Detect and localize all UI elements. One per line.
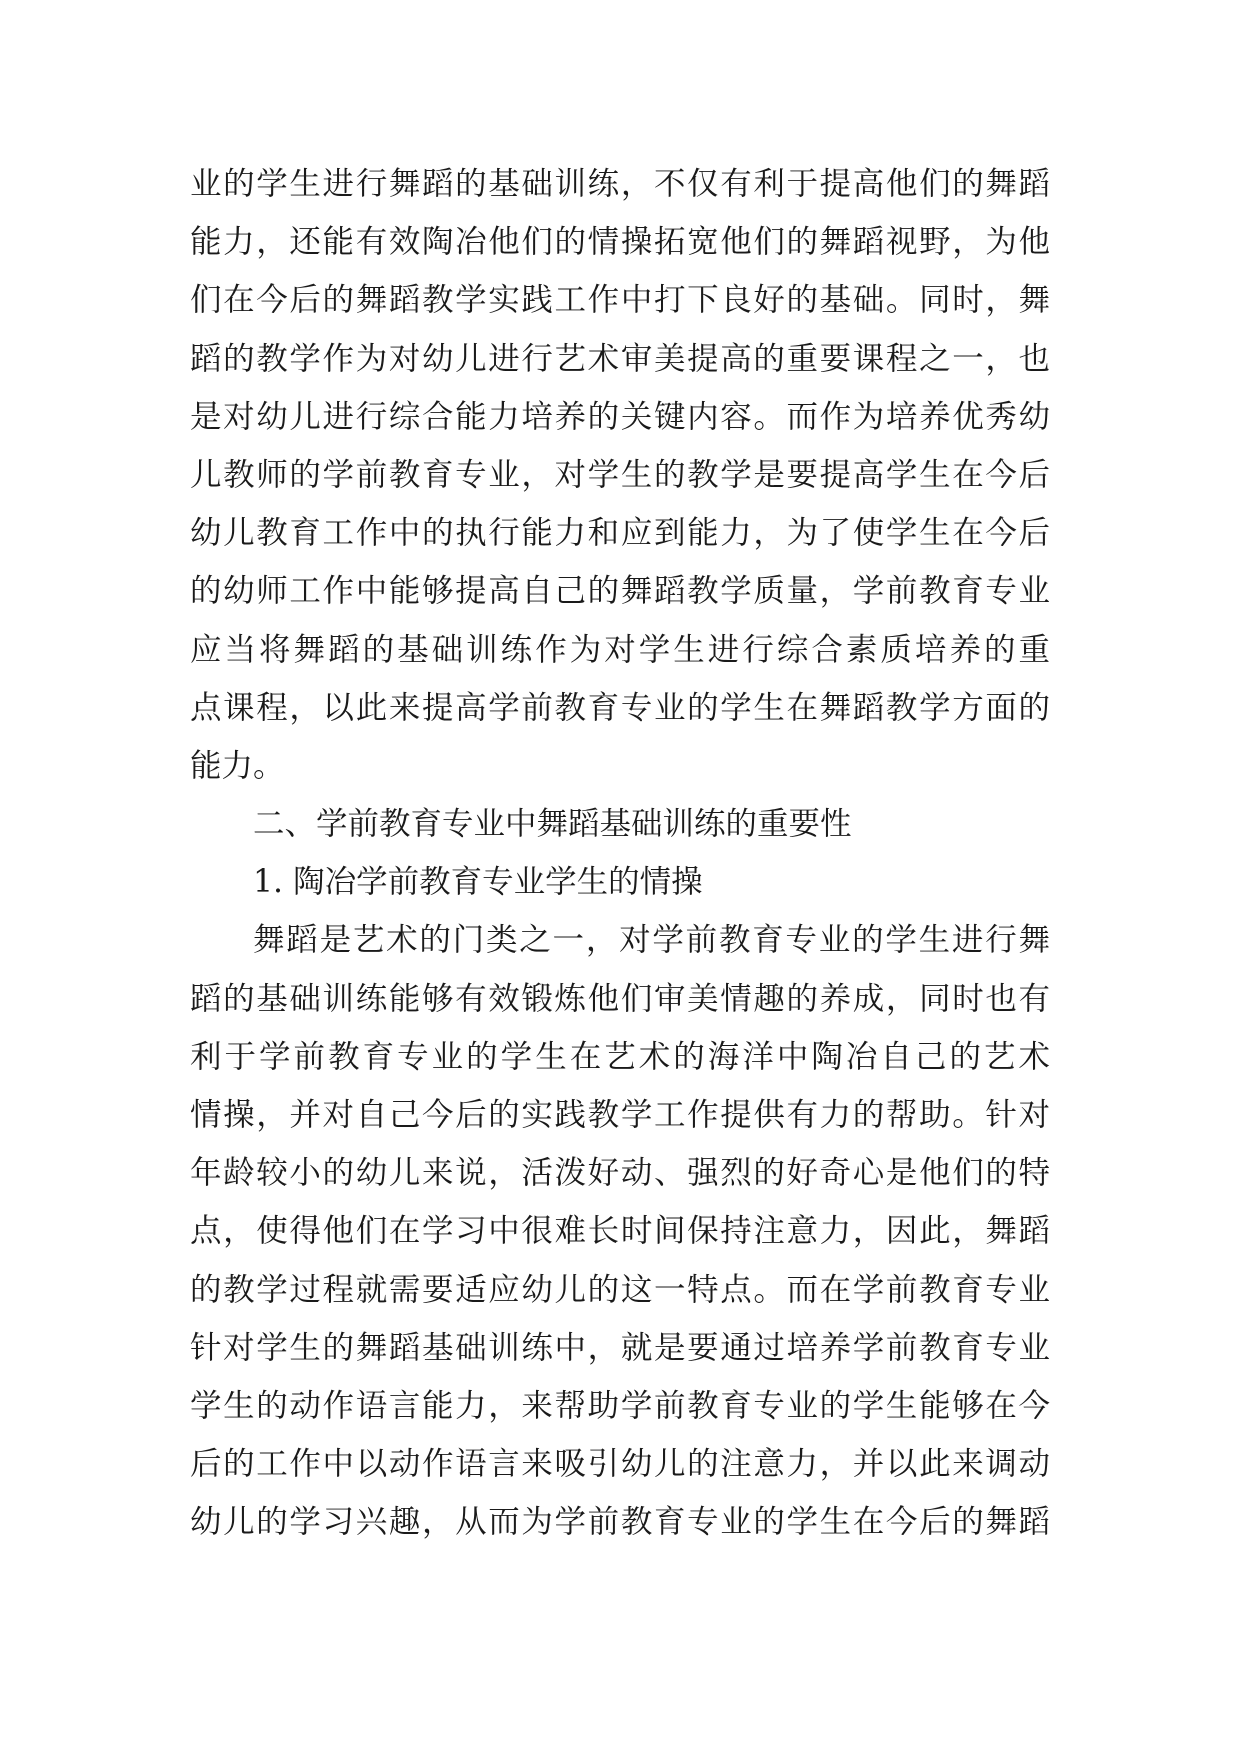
text-line: 应当将舞蹈的基础训练作为对学生进行综合素质培养的重 (190, 631, 1050, 668)
text-line: 能力。 (190, 747, 285, 784)
text-line: 舞蹈是艺术的门类之一，对学前教育专业的学生进行舞 (253, 922, 1050, 959)
text-line: 的幼师工作中能够提高自己的舞蹈教学质量，学前教育专业 (190, 573, 1050, 610)
section-heading: 二、学前教育专业中舞蹈基础训练的重要性 (253, 806, 852, 843)
subsection-heading: 1. 陶冶学前教育专业学生的情操 (253, 864, 703, 901)
text-line: 幼儿教育工作中的执行能力和应到能力，为了使学生在今后 (190, 515, 1050, 552)
text-line: 年龄较小的幼儿来说，活泼好动、强烈的好奇心是他们的特 (190, 1155, 1050, 1192)
text-line: 儿教师的学前教育专业，对学生的教学是要提高学生在今后 (190, 456, 1050, 493)
text-line: 蹈的基础训练能够有效锻炼他们审美情趣的养成，同时也有 (190, 980, 1050, 1017)
text-line: 幼儿的学习兴趣，从而为学前教育专业的学生在今后的舞蹈 (190, 1504, 1050, 1541)
text-line: 情操，并对自己今后的实践教学工作提供有力的帮助。针对 (190, 1097, 1050, 1133)
text-line: 点课程，以此来提高学前教育专业的学生在舞蹈教学方面的 (190, 689, 1050, 726)
text-line: 是对幼儿进行综合能力培养的关键内容。而作为培养优秀幼 (190, 398, 1050, 435)
text-line: 的教学过程就需要适应幼儿的这一特点。而在学前教育专业 (190, 1271, 1050, 1308)
text-line: 利于学前教育专业的学生在艺术的海洋中陶冶自己的艺术 (190, 1038, 1050, 1075)
text-line: 能力，还能有效陶冶他们的情操拓宽他们的舞蹈视野，为他 (190, 224, 1050, 261)
body-text (190, 155, 1050, 1552)
text-line: 业的学生进行舞蹈的基础训练，不仅有利于提高他们的舞蹈 (190, 166, 1050, 202)
text-line: 学生的动作语言能力，来帮助学前教育专业的学生能够在今 (190, 1387, 1050, 1424)
text-line: 点，使得他们在学习中很难长时间保持注意力，因此，舞蹈 (190, 1213, 1050, 1250)
text-line: 们在今后的舞蹈教学实践工作中打下良好的基础。同时，舞 (190, 282, 1050, 319)
text-line: 蹈的教学作为对幼儿进行艺术审美提高的重要课程之一，也 (190, 340, 1050, 377)
text-line: 针对学生的舞蹈基础训练中，就是要通过培养学前教育专业 (190, 1329, 1050, 1366)
text-line: 后的工作中以动作语言来吸引幼儿的注意力，并以此来调动 (190, 1446, 1050, 1483)
